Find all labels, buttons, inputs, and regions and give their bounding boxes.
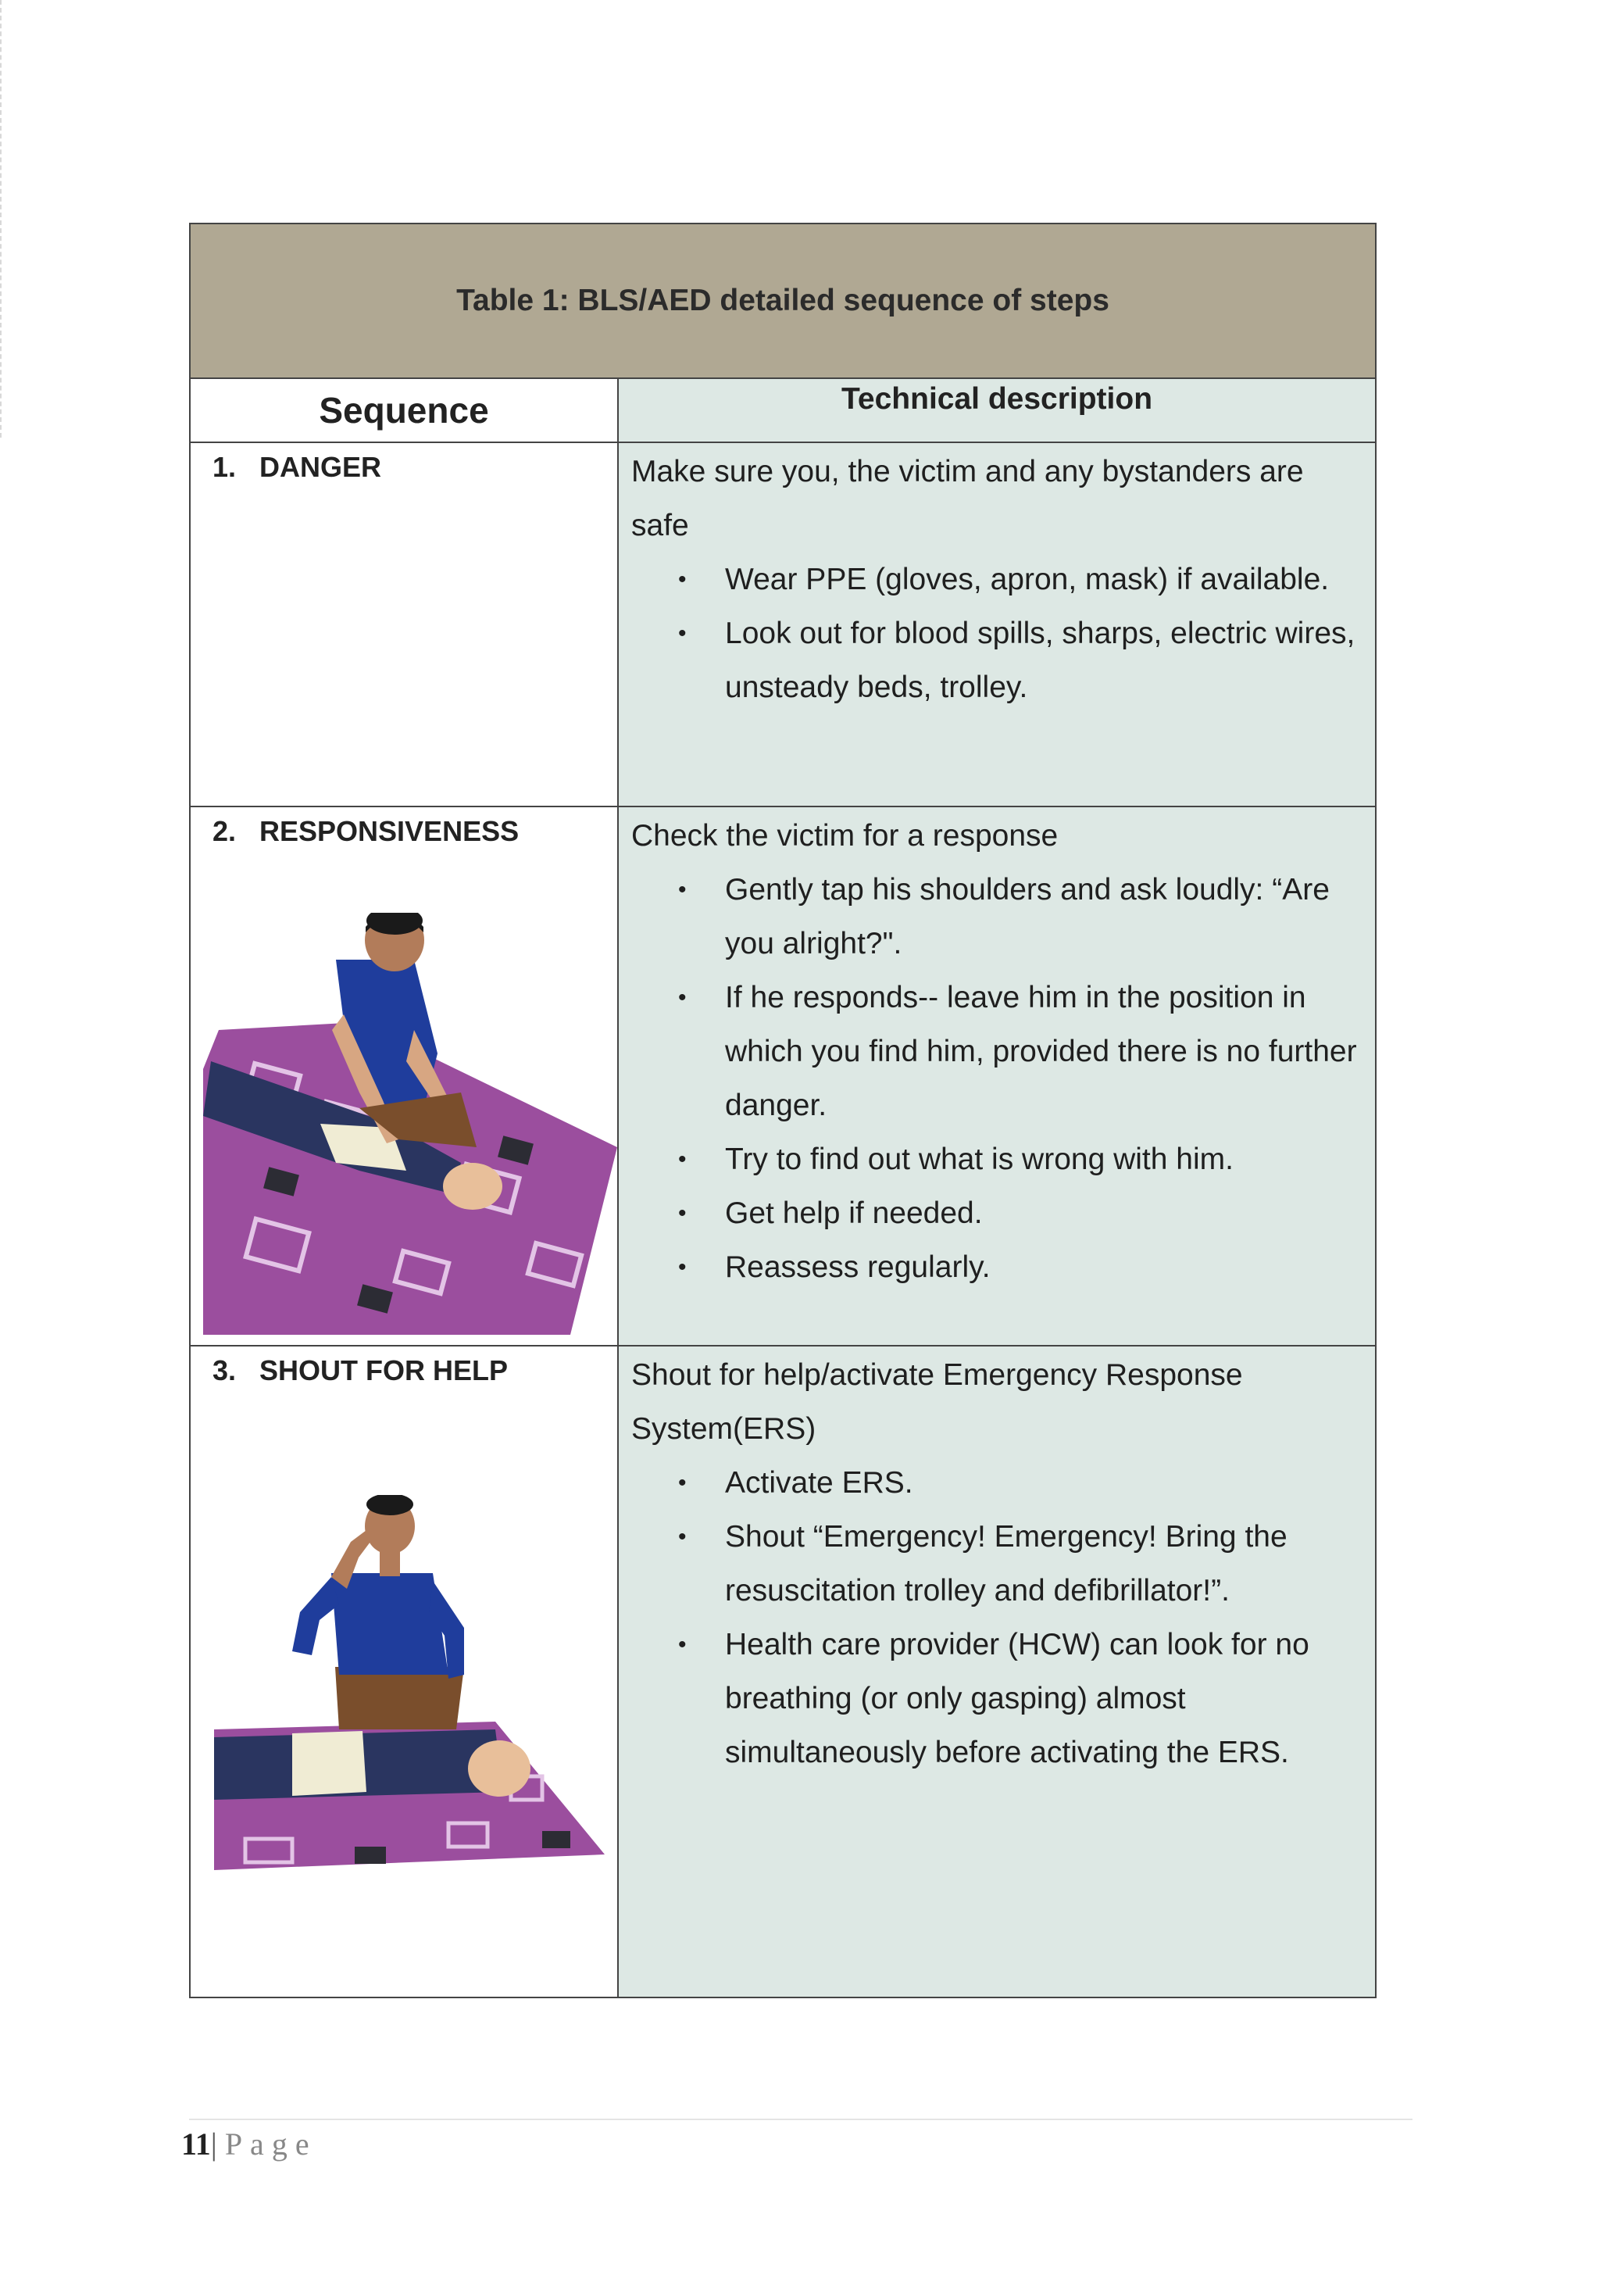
page-footer [181,2126,317,2162]
step-name: RESPONSIVENESS [259,815,520,847]
step-number: 2. [212,815,237,847]
list-item: • If he responds-- leave him in the position in which you find him, provided there is no further danger. [725,971,1358,1132]
description-cell [618,806,1376,1346]
list-item: • Try to find out what is wrong with him. [725,1132,1358,1186]
list-item: • Shout “Emergency! Emergency! Bring the resuscitation trolley and defibrillator!”. [725,1510,1358,1618]
sequence-cell [190,442,618,806]
bullet-list [631,1456,1358,1779]
sequence-cell [190,1346,618,1997]
footer-divider [189,2119,1412,2120]
list-item: • Gently tap his shoulders and ask loudly: “Are you alright?". [725,863,1358,971]
description-cell [618,1346,1376,1997]
step-title [191,807,617,848]
bls-sequence-table [189,223,1377,1998]
step-number: 3. [212,1354,237,1386]
step-title [191,1346,617,1387]
bullet-list [631,863,1358,1294]
list-item: • Reassess regularly. [725,1240,1358,1294]
header-technical-description: Technical description [618,378,1376,442]
page-word: Page [224,2126,317,2162]
description-intro: Make sure you, the victim and any bystanders are safe [631,455,1304,542]
list-item: • Get help if needed. [725,1186,1358,1240]
step-name: SHOUT FOR HELP [259,1354,509,1386]
table-row [190,1346,1376,1997]
page-edge [0,0,5,438]
shout-for-help-illustration [214,1495,605,1870]
step-title [191,443,617,484]
table-title: Table 1: BLS/AED detailed sequence of steps [190,224,1376,378]
list-item: • Wear PPE (gloves, apron, mask) if available. [725,553,1358,606]
sequence-cell [190,806,618,1346]
table-row [190,442,1376,806]
header-sequence: Sequence [190,378,618,442]
responsiveness-illustration [203,913,617,1335]
list-item: • Look out for blood spills, sharps, electric wires, unsteady beds, trolley. [725,606,1358,714]
table-row [190,806,1376,1346]
step-name: DANGER [259,451,382,483]
description-intro: Shout for help/activate Emergency Response System(ERS) [631,1358,1243,1446]
description-intro: Check the victim for a response [631,819,1059,853]
page-number: 11 [181,2126,211,2162]
footer-separator: | [210,2126,217,2162]
list-item: • Activate ERS. [725,1456,1358,1510]
step-number: 1. [212,451,237,483]
bullet-list [631,553,1358,714]
description-cell [618,442,1376,806]
list-item: • Health care provider (HCW) can look for no breathing (or only gasping) almost simultaneously before activating the ERS. [725,1618,1358,1779]
